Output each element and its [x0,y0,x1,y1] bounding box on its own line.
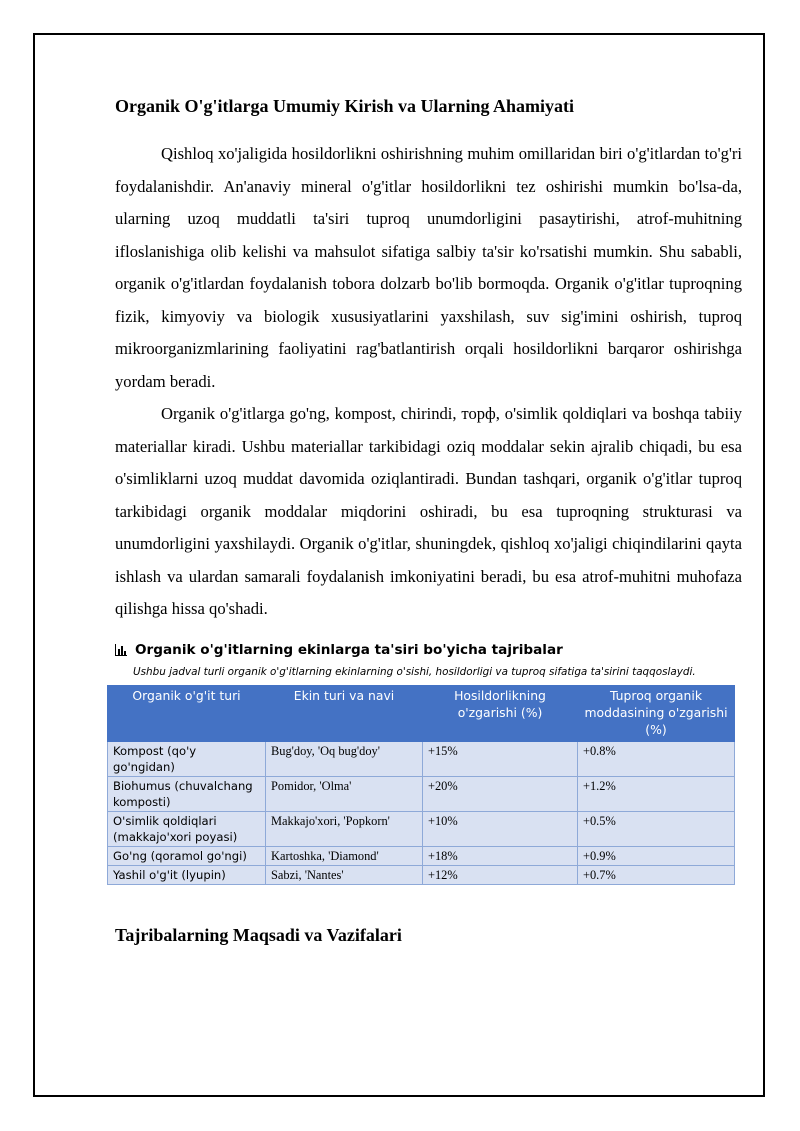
table-subtitle: Ushbu jadval turli organik o'g'itlarning ekinlarning o'sishi, hosildorligi va tuproq sifatiga ta'sirini taqqoslaydi. [133,665,696,678]
table-cell-yield: +10% [423,811,578,846]
table-row [108,741,735,776]
table-row [108,865,735,884]
table-row [108,846,735,865]
table-cell-fertilizer: Biohumus (chuvalchang komposti) [108,776,266,811]
table-header-row [108,685,735,741]
table-caption-text: Organik o'g'itlarning ekinlarga ta'siri bo'yicha tajribalar [135,641,563,658]
table-cell-yield: +20% [423,776,578,811]
table-cell-yield: +15% [423,741,578,776]
table-cell-organic-matter: +0.5% [578,811,735,846]
table-cell-organic-matter: +1.2% [578,776,735,811]
experiments-table [107,685,735,885]
table-cell-crop: Pomidor, 'Olma' [266,776,423,811]
table-cell-crop: Bug'doy, 'Oq bug'doy' [266,741,423,776]
table-cell-organic-matter: +0.8% [578,741,735,776]
paragraph-intro: Qishloq xo'jaligida hosildorlikni oshirishning muhim omillaridan biri o'g'itlardan to'g'ri foydalanishdir. An'anaviy mineral o'g'itlar hosildorlikni tez oshirishi mumkin bo'lsa-da, ularning uzoq muddatli ta'siri tuproq unumdorligini pasaytirishi, atrof-muhitning ifloslanishiga olib kelishi va mahsulot sifatiga salbiy ta'sir ko'rsatishi mumkin. Shu sababli, organik o'g'itlardan foydalanish tobora dolzarb bo'lib bormoqda. Organik o'g'itlar tuproqning fizik, kimyoviy va biologik xususiyatlarini yaxshilash, suv sig'imini oshirish, tuproq mikroorganizmlarining faoliyatini rag'batlantirish orqali hosildorlikni barqaror oshirishga yordam beradi. [115,144,742,391]
table-cell-yield: +18% [423,846,578,865]
table-cell-fertilizer: Kompost (qo'y go'ngidan) [108,741,266,776]
table-cell-yield: +12% [423,865,578,884]
table-header-cell: Tuproq organik moddasining o'zgarishi (%) [578,685,735,741]
table-cell-fertilizer: Go'ng (qoramol go'ngi) [108,846,266,865]
bar-chart-icon [115,644,127,656]
table-cell-fertilizer: O'simlik qoldiqlari (makkajo'xori poyasi) [108,811,266,846]
table-header-cell: Organik o'g'it turi [108,685,266,741]
table-cell-crop: Kartoshka, 'Diamond' [266,846,423,865]
table-header-cell: Ekin turi va navi [266,685,423,741]
table-cell-crop: Sabzi, 'Nantes' [266,865,423,884]
section-2-title: Tajribalarning Maqsadi va Vazifalari [115,924,402,945]
table-caption [115,642,742,658]
table-header-cell: Hosildorlikning o'zgarishi (%) [423,685,578,741]
table-cell-organic-matter: +0.9% [578,846,735,865]
paragraph-types: Organik o'g'itlarga go'ng, kompost, chirindi, торф, o'simlik qoldiqlari va boshqa tabiiy materiallar kiradi. Ushbu materiallar tarkibidagi oziq moddalar sekin ajralib chiqadi, bu esa o'simliklarni uzoq muddat davomida oziqlantiradi. Bundan tashqari, organik o'g'itlar tuproq tarkibidagi organik moddalar miqdorini oshiradi, bu esa tuproqning strukturasi va unumdorligini yaxshilaydi. Organik o'g'itlar, shuningdek, qishloq xo'jaligi chiqindilarini qayta ishlash va ulardan samarali foydalanish imkoniyatini beradi, bu esa atrof-muhitni muhofaza qilishga hissa qo'shadi. [115,404,742,618]
table-row [108,811,735,846]
section-title: Organik O'g'itlarga Umumiy Kirish va Ularning Ahamiyati [115,96,575,116]
table-row [108,776,735,811]
table-cell-crop: Makkajo'xori, 'Popkorn' [266,811,423,846]
table-cell-fertilizer: Yashil o'g'it (lyupin) [108,865,266,884]
document-body [115,96,742,946]
table-cell-organic-matter: +0.7% [578,865,735,884]
